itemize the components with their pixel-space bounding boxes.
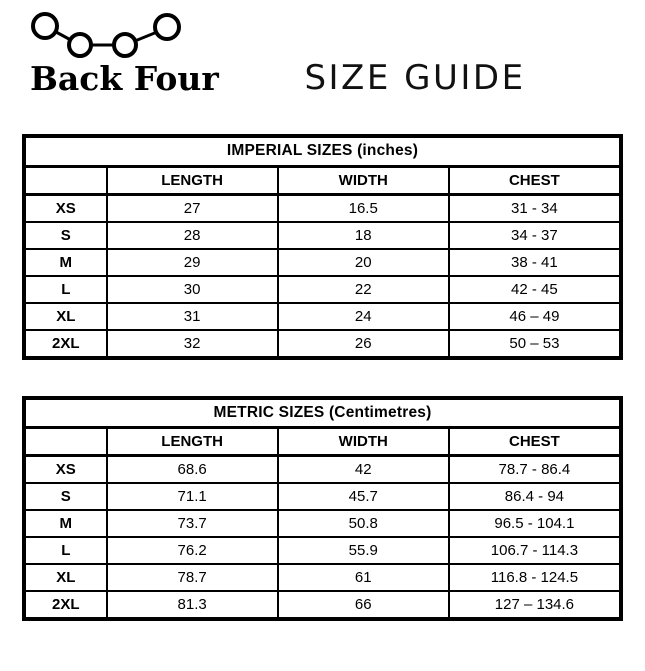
cell-width: 55.9 — [278, 537, 449, 564]
cell-length: 30 — [107, 276, 278, 303]
cell-chest: 78.7 - 86.4 — [449, 456, 621, 484]
row-label: L — [24, 537, 107, 564]
cell-length: 71.1 — [107, 483, 278, 510]
cell-chest: 116.8 - 124.5 — [449, 564, 621, 591]
cell-width: 61 — [278, 564, 449, 591]
table-row — [24, 303, 621, 330]
table-row — [24, 564, 621, 591]
cell-length: 73.7 — [107, 510, 278, 537]
metric-table-wrap — [0, 396, 645, 622]
cell-chest: 106.7 - 114.3 — [449, 537, 621, 564]
dots-network-icon — [22, 10, 212, 60]
cell-width: 20 — [278, 249, 449, 276]
brand-lockup — [22, 10, 237, 98]
cell-chest: 34 - 37 — [449, 222, 621, 249]
spacer — [0, 360, 645, 396]
cell-chest: 96.5 - 104.1 — [449, 510, 621, 537]
table-caption-row — [24, 398, 621, 428]
table-row — [24, 456, 621, 484]
column-header-chest: CHEST — [449, 428, 621, 456]
column-header-width: WIDTH — [278, 166, 449, 194]
row-label: M — [24, 510, 107, 537]
column-header-size — [24, 428, 107, 456]
cell-width: 45.7 — [278, 483, 449, 510]
cell-chest: 50 – 53 — [449, 330, 621, 358]
row-label: L — [24, 276, 107, 303]
cell-chest: 86.4 - 94 — [449, 483, 621, 510]
imperial-size-table — [22, 134, 623, 360]
column-header-length: LENGTH — [107, 166, 278, 194]
row-label: XL — [24, 564, 107, 591]
table-row — [24, 537, 621, 564]
cell-length: 81.3 — [107, 591, 278, 619]
column-header-chest: CHEST — [449, 166, 621, 194]
page-header — [0, 0, 645, 110]
table-header-row — [24, 428, 621, 456]
table-row — [24, 194, 621, 222]
cell-chest: 42 - 45 — [449, 276, 621, 303]
table-caption: IMPERIAL SIZES (inches) — [24, 136, 621, 166]
cell-width: 18 — [278, 222, 449, 249]
table-caption: METRIC SIZES (Centimetres) — [24, 398, 621, 428]
cell-length: 28 — [107, 222, 278, 249]
cell-width: 50.8 — [278, 510, 449, 537]
table-row — [24, 591, 621, 619]
table-row — [24, 330, 621, 358]
cell-width: 24 — [278, 303, 449, 330]
column-header-width: WIDTH — [278, 428, 449, 456]
table-row — [24, 222, 621, 249]
table-row — [24, 249, 621, 276]
row-label: 2XL — [24, 330, 107, 358]
table-header-row — [24, 166, 621, 194]
spacer — [0, 110, 645, 134]
cell-chest: 38 - 41 — [449, 249, 621, 276]
cell-width: 66 — [278, 591, 449, 619]
cell-length: 27 — [107, 194, 278, 222]
cell-width: 16.5 — [278, 194, 449, 222]
metric-size-table — [22, 396, 623, 622]
cell-length: 78.7 — [107, 564, 278, 591]
cell-length: 76.2 — [107, 537, 278, 564]
imperial-table-wrap — [0, 134, 645, 360]
row-label: M — [24, 249, 107, 276]
row-label: S — [24, 483, 107, 510]
cell-length: 68.6 — [107, 456, 278, 484]
cell-width: 42 — [278, 456, 449, 484]
cell-length: 29 — [107, 249, 278, 276]
brand-name: Back Four — [30, 59, 219, 98]
cell-width: 26 — [278, 330, 449, 358]
table-row — [24, 276, 621, 303]
page-title: SIZE GUIDE — [304, 58, 526, 98]
row-label: XS — [24, 194, 107, 222]
cell-length: 32 — [107, 330, 278, 358]
row-label: 2XL — [24, 591, 107, 619]
row-label: S — [24, 222, 107, 249]
cell-chest: 127 – 134.6 — [449, 591, 621, 619]
table-row — [24, 510, 621, 537]
cell-chest: 31 - 34 — [449, 194, 621, 222]
column-header-length: LENGTH — [107, 428, 278, 456]
row-label: XS — [24, 456, 107, 484]
row-label: XL — [24, 303, 107, 330]
cell-width: 22 — [278, 276, 449, 303]
cell-chest: 46 – 49 — [449, 303, 621, 330]
table-row — [24, 483, 621, 510]
cell-length: 31 — [107, 303, 278, 330]
table-caption-row — [24, 136, 621, 166]
column-header-size — [24, 166, 107, 194]
